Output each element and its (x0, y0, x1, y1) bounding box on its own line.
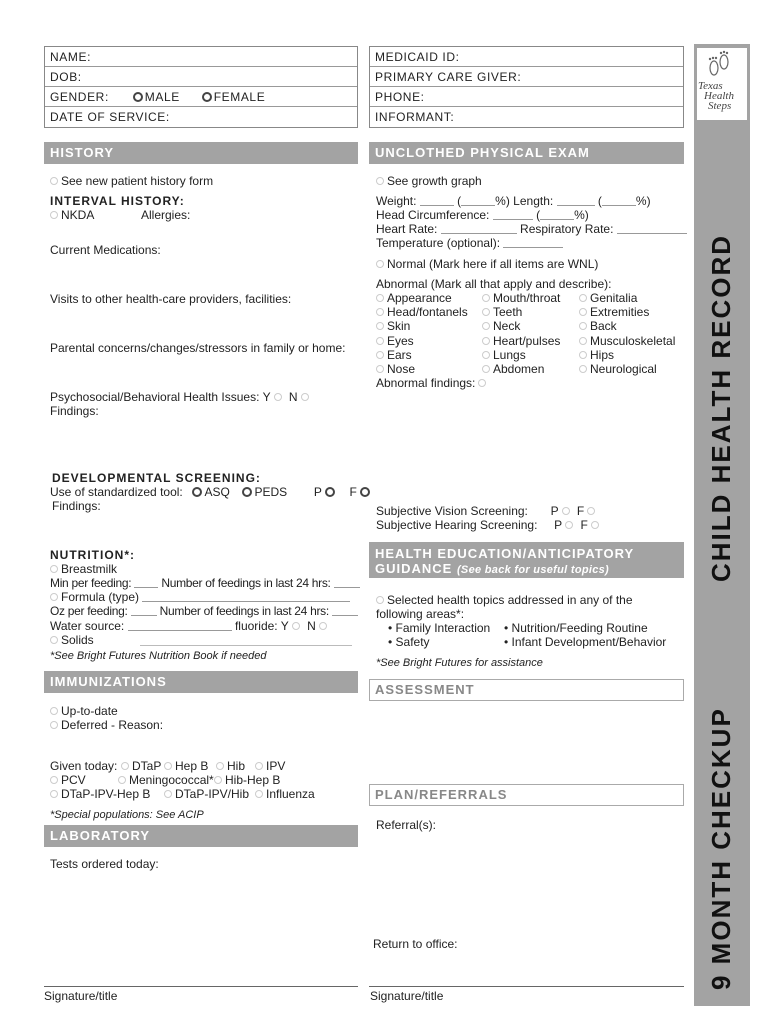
hearing-f-label: F (580, 518, 588, 532)
see-growth-row (376, 174, 482, 188)
caregiver-field[interactable] (370, 67, 683, 87)
exam-item (482, 305, 522, 319)
topic-development: • Infant Development/Behavior (504, 635, 667, 649)
exam-item-checkbox[interactable] (579, 308, 587, 316)
standardized-tool-row (50, 485, 372, 499)
dev-findings-label: Findings: (52, 499, 101, 513)
fluoride-y-checkbox[interactable] (292, 622, 300, 630)
exam-item-checkbox[interactable] (376, 351, 384, 359)
signature-right-label: Signature/title (370, 989, 444, 1003)
water-source-row (50, 619, 331, 633)
num-feedings-1-label: Number of feedings in last 24 hrs: (161, 576, 331, 590)
formula-row (50, 590, 350, 604)
temperature-label: Temperature (optional): (376, 236, 501, 250)
see-growth-label: See growth graph (387, 174, 482, 188)
education-note: *See Bright Futures for assistance (376, 657, 543, 669)
dev-p-label: P (313, 485, 322, 499)
concerns-label: Parental concerns/changes/stressors in family or home: (50, 341, 346, 355)
deferred-label: Deferred - Reason: (61, 718, 164, 732)
exam-item-label: Teeth (493, 305, 523, 319)
exam-item (482, 291, 560, 305)
education-intro2: following areas*: (376, 607, 465, 621)
exam-item-label: Skin (387, 319, 411, 333)
hearing-p-checkbox[interactable] (565, 521, 573, 529)
deferred-checkbox[interactable] (50, 721, 58, 729)
dtapipvhib-label: DTaP-IPV/Hib (175, 787, 250, 801)
heart-rate-label: Heart Rate: (376, 222, 438, 236)
pcv-option (50, 773, 86, 787)
weight-length-row (376, 194, 651, 208)
hib-option (216, 759, 245, 773)
hibhepb-checkbox[interactable] (214, 776, 222, 784)
length-label: Length: (513, 194, 554, 208)
name-label: NAME: (50, 50, 92, 64)
abnormal-header: Abnormal (Mark all that apply and describe): (376, 277, 612, 291)
informant-label: INFORMANT: (375, 110, 455, 124)
medications-label: Current Medications: (50, 243, 161, 257)
dtap-checkbox[interactable] (121, 762, 129, 770)
peds-radio[interactable] (242, 487, 252, 497)
hearing-f-checkbox[interactable] (591, 521, 599, 529)
exam-item (482, 319, 520, 333)
see-new-label: See new patient history form (61, 174, 214, 188)
weight-paren: ( (457, 194, 462, 208)
exam-item-checkbox[interactable] (579, 337, 587, 345)
hepb-checkbox[interactable] (164, 762, 172, 770)
dev-f-label: F (349, 485, 357, 499)
child-health-record-title: CHILD HEALTH RECORD (706, 233, 736, 582)
developmental-title: DEVELOPMENTAL SCREENING: (52, 471, 261, 485)
water-source-input[interactable] (128, 621, 232, 631)
hearing-label: Subjective Hearing Screening: (376, 518, 538, 532)
tests-ordered-label: Tests ordered today: (50, 857, 159, 871)
psychosocial-findings-label: Findings: (50, 404, 99, 418)
exam-item-checkbox[interactable] (579, 351, 587, 359)
mening-option (118, 773, 214, 787)
resp-rate-label: Respiratory Rate: (520, 222, 614, 236)
immunizations-title: IMMUNIZATIONS (50, 674, 167, 689)
exam-item-checkbox[interactable] (482, 308, 490, 316)
education-title-note: (See back for useful topics) (456, 564, 610, 576)
exam-item (376, 348, 412, 362)
psychosocial-y-label: Y (262, 390, 271, 404)
referrals-label: Referral(s): (376, 818, 437, 832)
immunizations-header (44, 671, 358, 693)
oz-per-feeding-row (50, 604, 358, 618)
length-input[interactable] (557, 196, 595, 206)
min-per-feeding-row (50, 576, 360, 590)
nutrition-note: *See Bright Futures Nutrition Book if needed (50, 650, 267, 662)
logo-texas: Texas (698, 80, 723, 92)
fluoride-label: fluoride: (234, 619, 278, 633)
breastmilk-checkbox[interactable] (50, 565, 58, 573)
psychosocial-n-label: N (288, 390, 298, 404)
date-of-service-label: DATE OF SERVICE: (50, 110, 170, 124)
signature-left-label: Signature/title (44, 989, 118, 1003)
exam-item-checkbox[interactable] (482, 351, 490, 359)
exam-item (579, 362, 657, 376)
exam-item-checkbox[interactable] (376, 337, 384, 345)
exam-item-checkbox[interactable] (482, 337, 490, 345)
education-title-line1: HEALTH EDUCATION/ANTICIPATORY (375, 546, 635, 561)
exam-item (376, 291, 452, 305)
solids-row (50, 633, 94, 647)
weight-pct-input[interactable] (461, 196, 495, 206)
solids-label: Solids (61, 633, 94, 647)
hib-checkbox[interactable] (216, 762, 224, 770)
oz-per-feeding-input[interactable] (131, 606, 157, 616)
medicaid-label: MEDICAID ID: (375, 50, 460, 64)
exam-item (376, 305, 468, 319)
ipv-option (255, 759, 285, 773)
education-checkbox[interactable] (376, 596, 384, 604)
female-label: FEMALE (213, 90, 266, 104)
breastmilk-row (50, 562, 117, 576)
dob-label: DOB: (50, 70, 82, 84)
vision-p-checkbox[interactable] (562, 507, 570, 515)
hepb-label: Hep B (175, 759, 209, 773)
normal-label: Normal (Mark here if all items are WNL) (387, 257, 599, 271)
medicaid-field[interactable] (370, 47, 683, 67)
given-today-label: Given today: (50, 759, 118, 773)
exam-item (579, 291, 637, 305)
texas-health-steps-logo (697, 48, 747, 120)
num-feedings-2-input[interactable] (332, 606, 358, 616)
exam-item-checkbox[interactable] (579, 322, 587, 330)
signature-right-line[interactable] (369, 986, 684, 987)
tool-label: Use of standardized tool: (50, 485, 183, 499)
nine-month-checkup-title: 9 MONTH CHECKUP (706, 707, 736, 990)
num-feedings-1-input[interactable] (334, 578, 360, 588)
weight-label: Weight: (376, 194, 417, 208)
hibhepb-label: Hib-Hep B (225, 773, 281, 787)
exam-item-label: Abdomen (493, 362, 545, 376)
interval-history-title: INTERVAL HISTORY: (50, 194, 185, 208)
ipv-checkbox[interactable] (255, 762, 263, 770)
uptodate-row (50, 704, 118, 718)
laboratory-header (44, 825, 358, 847)
oz-per-feeding-label: Oz per feeding: (50, 604, 128, 618)
hepb-option (164, 759, 208, 773)
immunizations-note: *Special populations: See ACIP (50, 809, 204, 821)
vision-f-label: F (576, 504, 585, 518)
dtapipvhepb-label: DTaP-IPV-Hep B (61, 787, 151, 801)
gender-field (45, 87, 357, 107)
fluoride-y-label: Y (280, 619, 289, 633)
resp-rate-input[interactable] (617, 224, 687, 234)
exam-item-checkbox[interactable] (376, 308, 384, 316)
vision-p-label: P (550, 504, 559, 518)
exam-item-checkbox[interactable] (482, 322, 490, 330)
fluoride-n-label: N (307, 619, 316, 633)
solids-checkbox[interactable] (50, 636, 58, 644)
exam-item-label: Genitalia (590, 291, 638, 305)
psychosocial-y-checkbox[interactable] (274, 393, 282, 401)
mening-label: Meningococcal* (129, 773, 214, 787)
dtap-option (121, 759, 161, 773)
education-intro1: Selected health topics addressed in any of the (387, 593, 633, 607)
exam-item-checkbox[interactable] (482, 294, 490, 302)
phone-field[interactable] (370, 87, 683, 107)
formula-checkbox[interactable] (50, 593, 58, 601)
uptodate-checkbox[interactable] (50, 707, 58, 715)
influenza-label: Influenza (266, 787, 315, 801)
hib-label: Hib (227, 759, 246, 773)
nkda-row (50, 208, 94, 222)
informant-field[interactable] (370, 107, 683, 127)
exam-item-label: Heart/pulses (493, 334, 561, 348)
temperature-input[interactable] (503, 238, 563, 248)
exam-item-label: Musculoskeletal (590, 334, 676, 348)
dev-f-radio[interactable] (360, 487, 370, 497)
head-circ-label: Head Circumference: (376, 208, 490, 222)
caregiver-label: PRIMARY CARE GIVER: (375, 70, 522, 84)
date-of-service-field[interactable] (45, 107, 357, 127)
temperature-row (376, 236, 563, 250)
exam-item (376, 334, 414, 348)
exam-item (482, 362, 544, 376)
psychosocial-row (50, 390, 313, 404)
pcv-checkbox[interactable] (50, 776, 58, 784)
length-paren: ( (597, 194, 602, 208)
influenza-checkbox[interactable] (255, 790, 263, 798)
breastmilk-label: Breastmilk (61, 562, 118, 576)
exam-item-checkbox[interactable] (482, 365, 490, 373)
head-pct-input[interactable] (540, 210, 574, 220)
assessment-header (369, 679, 684, 701)
education-intro-row (376, 593, 633, 607)
history-header (44, 142, 358, 164)
uptodate-label: Up-to-date (61, 704, 118, 718)
signature-left-line[interactable] (44, 986, 358, 987)
exam-item-checkbox[interactable] (579, 294, 587, 302)
exam-item-checkbox[interactable] (376, 365, 384, 373)
nutrition-title: NUTRITION*: (50, 548, 135, 562)
exam-item-checkbox[interactable] (376, 322, 384, 330)
hearing-p-label: P (554, 518, 563, 532)
exam-item-label: Lungs (493, 348, 526, 362)
vision-row (376, 504, 599, 518)
dev-p-radio[interactable] (325, 487, 335, 497)
female-radio[interactable] (202, 92, 212, 102)
asq-label: ASQ (204, 485, 230, 499)
dtap-label: DTaP (132, 759, 162, 773)
exam-header (369, 142, 684, 164)
normal-checkbox[interactable] (376, 260, 384, 268)
num-feedings-2-label: Number of feedings in last 24 hrs: (159, 604, 329, 618)
dtapipvhib-option (164, 787, 249, 801)
length-pct-label: %) (635, 194, 651, 208)
return-office-label: Return to office: (373, 937, 458, 951)
plan-header (369, 784, 684, 806)
vision-label: Subjective Vision Screening: (376, 504, 528, 518)
nkda-checkbox[interactable] (50, 211, 58, 219)
exam-item-label: Nose (387, 362, 416, 376)
min-per-feeding-label: Min per feeding: (50, 576, 132, 590)
peds-label: PEDS (254, 485, 288, 499)
abnormal-findings-checkbox[interactable] (478, 379, 486, 387)
exam-item-checkbox[interactable] (579, 365, 587, 373)
heart-rate-input[interactable] (441, 224, 517, 234)
dtapipvhib-checkbox[interactable] (164, 790, 172, 798)
deferred-row (50, 718, 163, 732)
weight-input[interactable] (420, 196, 454, 206)
see-growth-checkbox[interactable] (376, 177, 384, 185)
allergies-label: Allergies: (141, 208, 191, 222)
exam-item (376, 319, 410, 333)
assessment-title: ASSESSMENT (375, 682, 475, 697)
head-circ-row (376, 208, 589, 222)
exam-item-label: Eyes (387, 334, 414, 348)
length-pct-input[interactable] (602, 196, 636, 206)
plan-title: PLAN/REFERRALS (375, 787, 508, 802)
head-paren: ( (536, 208, 541, 222)
weight-pct-label: %) (495, 194, 510, 208)
exam-item-label: Neurological (590, 362, 657, 376)
logo-steps: Steps (708, 100, 732, 112)
psychosocial-label: Psychosocial/Behavioral Health Issues: (50, 390, 260, 404)
male-label: MALE (144, 90, 180, 104)
exam-item (579, 305, 649, 319)
male-radio[interactable] (133, 92, 143, 102)
exam-item-label: Hips (590, 348, 615, 362)
phone-label: PHONE: (375, 90, 425, 104)
mening-checkbox[interactable] (118, 776, 126, 784)
heart-resp-row (376, 222, 687, 236)
head-pct-label: %) (574, 208, 589, 222)
abnormal-findings-label: Abnormal findings: (376, 376, 476, 390)
pcv-label: PCV (61, 773, 86, 787)
laboratory-title: LABORATORY (50, 828, 151, 843)
exam-item-label: Neck (493, 319, 521, 333)
water-source-label: Water source: (50, 619, 125, 633)
normal-row (376, 257, 598, 271)
logo-health: Health (704, 90, 734, 102)
topic-safety: • Safety (388, 635, 430, 649)
vision-f-checkbox[interactable] (587, 507, 595, 515)
exam-title: UNCLOTHED PHYSICAL EXAM (375, 145, 590, 160)
exam-item (579, 319, 617, 333)
patient-info-table (44, 46, 358, 128)
psychosocial-n-checkbox[interactable] (301, 393, 309, 401)
solids-line (140, 645, 352, 646)
exam-item (482, 334, 560, 348)
ipv-label: IPV (266, 759, 286, 773)
education-title-guidance: GUIDANCE (375, 561, 453, 576)
topic-family: • Family Interaction (388, 621, 491, 635)
gender-label: GENDER: (50, 90, 109, 104)
see-new-checkbox[interactable] (50, 177, 58, 185)
exam-item (482, 348, 526, 362)
exam-item-label: Back (590, 319, 617, 333)
formula-label: Formula (type) (61, 590, 140, 604)
exam-item (376, 362, 415, 376)
dob-field[interactable] (45, 67, 357, 87)
asq-radio[interactable] (192, 487, 202, 497)
exam-item-label: Head/fontanels (387, 305, 468, 319)
head-circ-input[interactable] (493, 210, 533, 220)
caregiver-info-table (369, 46, 684, 128)
exam-item-label: Extremities (590, 305, 650, 319)
topic-nutrition: • Nutrition/Feeding Routine (504, 621, 648, 635)
min-per-feeding-input[interactable] (134, 578, 158, 588)
name-field[interactable] (45, 47, 357, 67)
nkda-label: NKDA (61, 208, 95, 222)
abnormal-findings-row (376, 376, 490, 390)
exam-item-label: Appearance (387, 291, 452, 305)
see-new-history-row (50, 174, 213, 188)
visits-label: Visits to other health-care providers, facilities: (50, 292, 292, 306)
influenza-option (255, 787, 315, 801)
hearing-row (376, 518, 603, 532)
exam-item-label: Ears (387, 348, 412, 362)
exam-item-label: Mouth/throat (493, 291, 561, 305)
exam-item-checkbox[interactable] (376, 294, 384, 302)
dtapipvhepb-option (50, 787, 150, 801)
fluoride-n-checkbox[interactable] (319, 622, 327, 630)
education-header (369, 542, 684, 578)
exam-item (579, 334, 675, 348)
hibhepb-option (214, 773, 280, 787)
history-title: HISTORY (50, 145, 115, 160)
exam-item (579, 348, 614, 362)
formula-type-input[interactable] (142, 592, 350, 602)
education-title-line2 (375, 561, 684, 578)
dtapipvhepb-checkbox[interactable] (50, 790, 58, 798)
